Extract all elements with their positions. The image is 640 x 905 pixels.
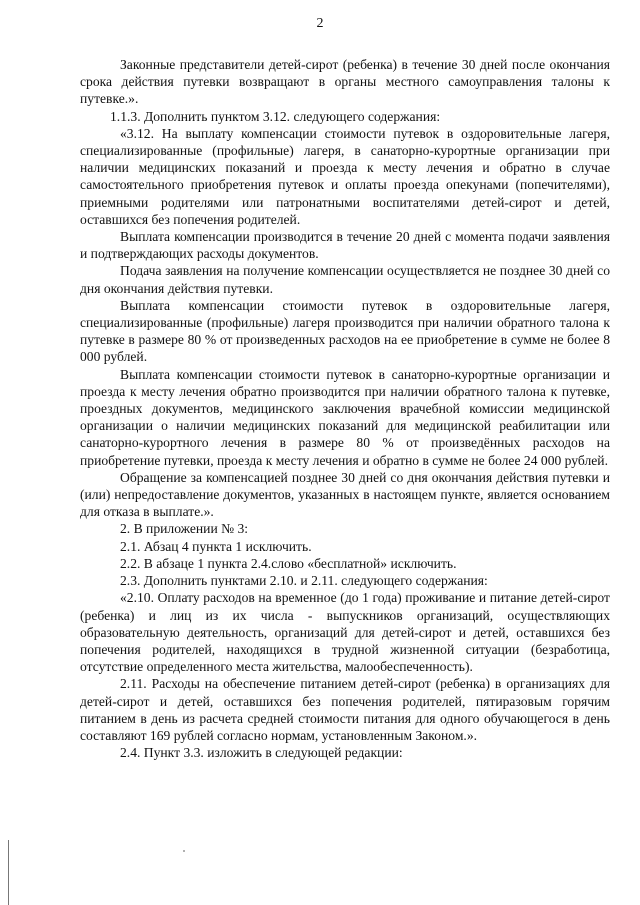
paragraph: 2. В приложении № 3: — [120, 521, 249, 537]
paragraph: 1.1.3. Дополнить пунктом 3.12. следующего содержания: — [110, 108, 441, 124]
paragraph: Законные представители детей-сирот (ребенка) в течение 30 дней после окончания срока действия путевки возвращают в органы местного самоуправления талоны к путевке.». — [80, 57, 610, 107]
scan-speck — [183, 850, 185, 852]
paragraph: Обращение за компенсацией позднее 30 дней со дня окончания действия путевки и (или) непредоставление документов, указанных в настоящем пункте, является основанием для отказа в выплате.». — [80, 469, 610, 520]
paragraph: Выплата компенсации стоимости путевок в оздоровительные лагеря, специализированные (профильные) лагеря производится при наличии обратного талона к путевке в размере 80 % от произведенных расходов на ее приобретение в сумме не более 8 000 рублей. — [80, 297, 610, 365]
paragraph: 2.2. В абзаце 1 пункта 2.4.слово «бесплатной» исключить. — [120, 555, 457, 571]
scan-edge-line — [8, 840, 9, 905]
document-body — [80, 56, 610, 761]
paragraph: Выплата компенсации стоимости путевок в санаторно-курортные организации и проезда к месту лечения обратно производится при наличии обратного талона к путевке, проездных документов, медицинского заключения врачебной комиссии медицинской организации о наличии медицинских показаний для медицинской реабилитации или санаторно-курортного лечения в размере 80 % от произведённых расходов на приобретение путевки, проезда к месту лечения и обратно в сумме не более 24 000 рублей. — [80, 366, 610, 468]
paragraph: 2.11. Расходы на обеспечение питанием детей-сирот (ребенка) в организациях для детей-сирот и детей, оставшихся без попечения родителей, пятиразовым горячим питанием в день из расчета средней стоимости питания для одного обучающегося в день составляют 169 рублей согласно нормам, установленным Законом.». — [80, 676, 610, 743]
paragraph: «2.10. Оплату расходов на временное (до 1 года) проживание и питание детей-сирот (ребенка) и лиц из их числа - выпускников организаций, осуществляющих образовательную деятельность, организаций для детей-сирот и детей, оставшихся без попечения родителей, находящихся в трудной жизненной ситуации (безработица, отсутствие определенного места жительства, малообеспеченность). — [80, 590, 610, 675]
paragraph: Подача заявления на получение компенсации осуществляется не позднее 30 дней со дня окончания действия путевки. — [80, 263, 610, 296]
paragraph: 2.3. Дополнить пунктами 2.10. и 2.11. следующего содержания: — [120, 573, 488, 589]
page-number: 2 — [316, 16, 324, 31]
paragraph: 2.1. Абзац 4 пункта 1 исключить. — [120, 538, 312, 554]
paragraph: Выплата компенсации производится в течение 20 дней с момента подачи заявления и подтверждающих расходы документов. — [80, 229, 610, 262]
paragraph: «3.12. На выплату компенсации стоимости путевок в оздоровительные лагеря, специализированные (профильные) лагеря, в санаторно-курортные организации при наличии медицинских показаний и проезда к месту лечения и обратно в случае самостоятельного приобретения путевок и оплаты проезда опекунами (попечителями), приемными родителями или патронатными воспитателями детей-сирот и детей, оставшихся без попечения родителей. — [80, 125, 610, 227]
paragraph: 2.4. Пункт 3.3. изложить в следующей редакции: — [120, 745, 403, 761]
